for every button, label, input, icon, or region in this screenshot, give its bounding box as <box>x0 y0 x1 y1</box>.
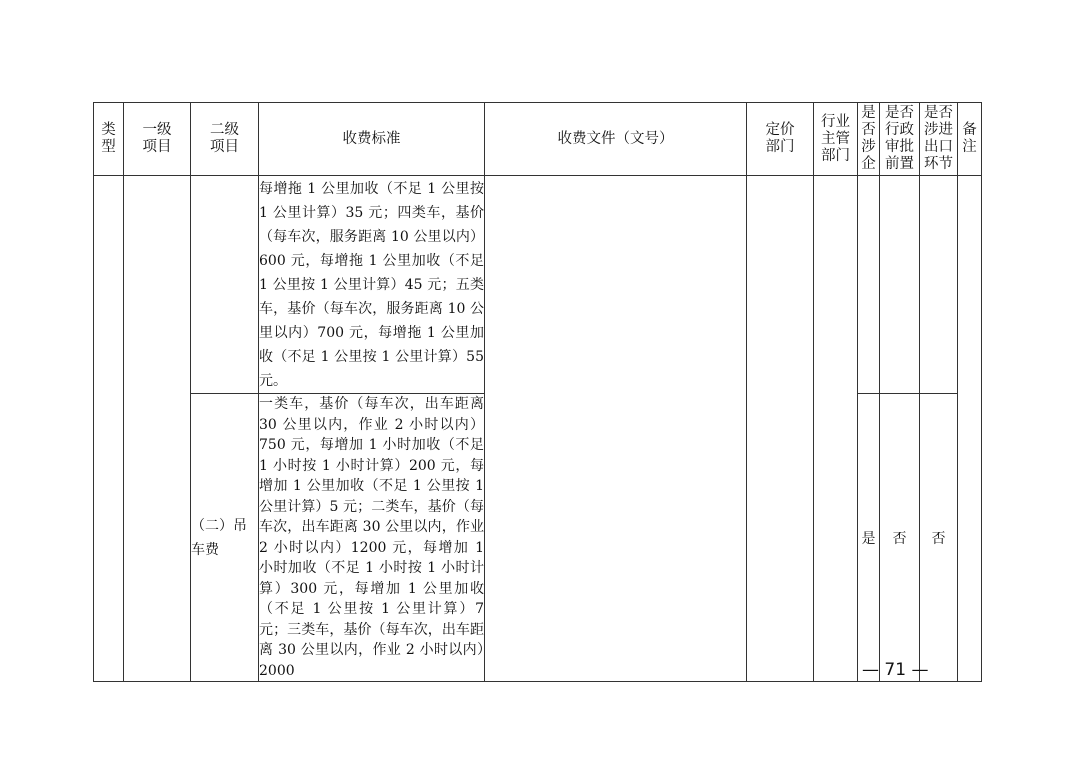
header-standard: 收费标准 <box>259 103 485 176</box>
header-level1: 一级项目 <box>124 103 191 176</box>
remarks-cell <box>958 176 982 682</box>
header-import-export: 是否涉进出口环节 <box>920 103 958 176</box>
header-industry-dept: 行业主管部门 <box>814 103 858 176</box>
industry-dept-cell <box>814 176 858 682</box>
level2-cell <box>191 176 259 394</box>
level1-cell <box>124 176 191 682</box>
level2-cell: （二）吊车费 <box>191 394 259 682</box>
header-pricing-dept: 定价部门 <box>747 103 814 176</box>
standard-cell: 每增拖 1 公里加收（不足 1 公里按 1 公里计算）35 元；四类车，基价（每车次，服务距离 10 公里以内）600 元，每增拖 1 公里加收（不足 1 公里按 1 公里计算）45 元；五类车，基价（每车次，服务距离 10 公里以内）700 元，每增拖 1 公里加收（不足 1 公里按 1 公里计算）55 元。 <box>259 176 485 394</box>
pricing-dept-cell <box>747 176 814 682</box>
type-cell <box>94 176 124 682</box>
import-export-cell: 否 <box>920 394 958 682</box>
header-document: 收费文件（文号） <box>485 103 747 176</box>
header-row <box>94 103 982 176</box>
header-involves-enterprise: 是否涉企 <box>858 103 880 176</box>
fee-table <box>93 102 982 682</box>
page-number: — 71 — <box>862 660 929 680</box>
header-remarks: 备注 <box>958 103 982 176</box>
table-row <box>94 176 982 394</box>
import-export-cell <box>920 176 958 394</box>
header-level2: 二级项目 <box>191 103 259 176</box>
involves-enterprise-cell <box>858 176 880 394</box>
admin-approval-cell <box>880 176 920 394</box>
standard-cell: 一类车，基价（每车次，出车距离 30 公里以内，作业 2 小时以内）750 元，每增加 1 小时加收（不足 1 小时按 1 小时计算）200 元，每增加 1 公里加收（不足 1 公里按 1 公里计算）5 元；二类车，基价（每车次，出车距离 30 公里以内，作业 2 小时以内）1200 元，每增加 1 小时加收（不足 1 小时按 1 小时计算）300 元，每增加 1 公里加收（不足 1 公里按 1 公里计算）7 元；三类车，基价（每车次，出车距离 30 公里以内，作业 2 小时以内）2000 <box>259 394 485 682</box>
header-admin-approval: 是否行政审批前置 <box>880 103 920 176</box>
header-type: 类型 <box>94 103 124 176</box>
involves-enterprise-cell: 是 <box>858 394 880 682</box>
document-cell <box>485 176 747 682</box>
admin-approval-cell: 否 <box>880 394 920 682</box>
